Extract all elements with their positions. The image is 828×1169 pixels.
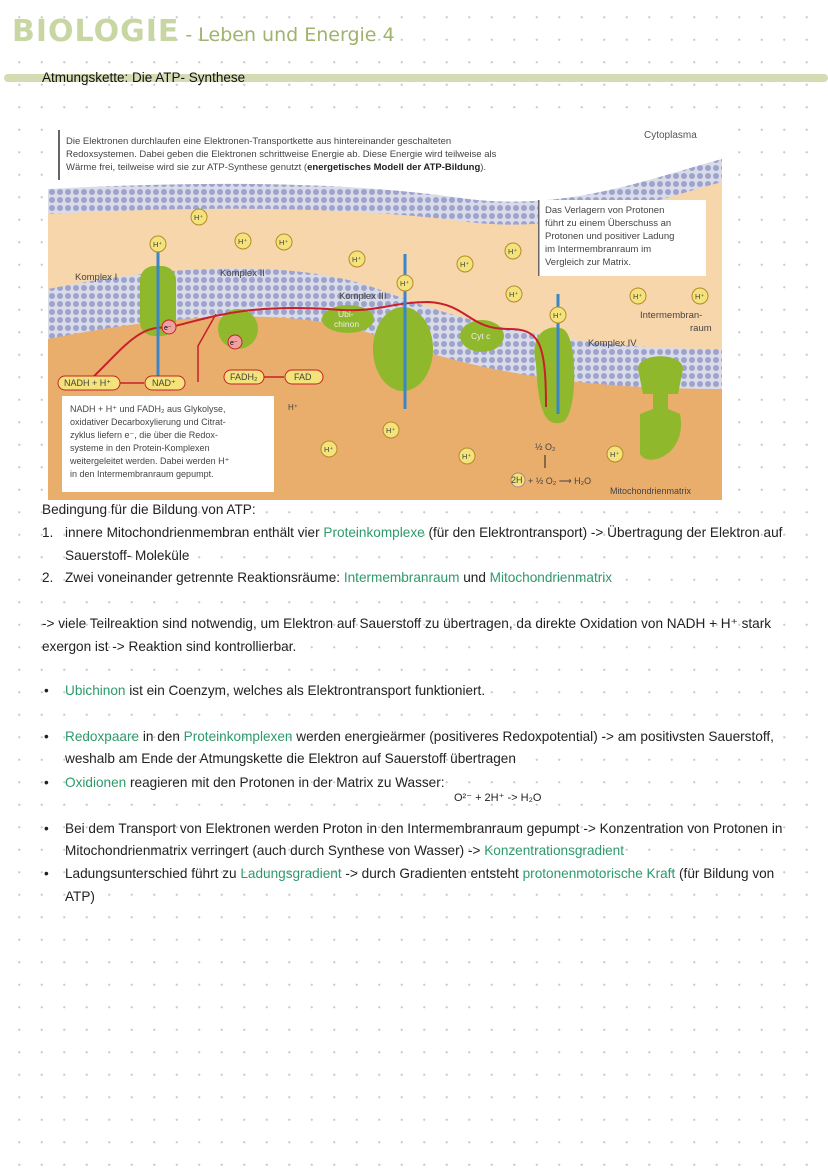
proton-label: H⁺ bbox=[352, 255, 362, 264]
text: und bbox=[459, 570, 490, 585]
note-line: systeme in den Protein-Komplexen bbox=[70, 443, 210, 453]
label-half-o2: ½ O₂ bbox=[535, 442, 556, 452]
list-number: 2. bbox=[42, 570, 54, 585]
text: Mitochondrienmatrix verringert (auch durch Synthese von Wasser) -> bbox=[65, 843, 485, 858]
electron-icon: e⁻ bbox=[230, 340, 238, 347]
highlight-term: Proteinkomplexen bbox=[183, 729, 293, 744]
highlight-term: Ladungsgradient bbox=[240, 866, 342, 881]
proton-label: H⁺ bbox=[324, 445, 334, 454]
intro-line-1: Die Elektronen durchlaufen eine Elektronen-Transportkette aus hintereinander geschalteten bbox=[66, 136, 452, 147]
callout-line: Das Verlagern von Protonen bbox=[545, 205, 665, 216]
label-cytoplasma: Cytoplasma bbox=[644, 130, 697, 141]
note-line: NADH + H⁺ und FADH₂ aus Glykolyse, bbox=[70, 404, 226, 414]
note-line: weitergeleitet werden. Dabei werden H⁺ bbox=[70, 456, 230, 466]
highlight-term: Konzentrationsgradient bbox=[484, 843, 624, 858]
callout-line: führt zu einem Überschuss an bbox=[545, 218, 672, 229]
note-line: in den Intermembranraum gepumpt. bbox=[70, 469, 214, 479]
label-komplex-2: Komplex II bbox=[220, 268, 265, 279]
bullet-transport: Bei dem Transport von Elektronen werden Proton in den Intermembranraum gepumpt -> Konzentration von Protonen in bbox=[65, 821, 783, 836]
electron-icon: e⁻ bbox=[164, 325, 172, 332]
label-fad: FAD bbox=[294, 372, 312, 382]
label-proton: H⁺ bbox=[288, 403, 298, 412]
bullet-transport-cont bbox=[65, 840, 624, 862]
proton-label: H⁺ bbox=[695, 292, 705, 301]
list-number: 1. bbox=[42, 525, 54, 540]
text: (für den Elektrontransport) -> Übertragung der Elektron auf bbox=[424, 525, 783, 540]
proton-label: H⁺ bbox=[509, 290, 519, 299]
proton-label: H⁺ bbox=[194, 213, 204, 222]
bullet-ladung bbox=[65, 863, 774, 885]
water-equation: O²⁻ + 2H⁺ -> H₂O bbox=[454, 792, 542, 804]
callout-line: im Intermembranraum im bbox=[545, 244, 652, 255]
proton-label: H⁺ bbox=[610, 450, 620, 459]
list-item-2 bbox=[65, 567, 612, 589]
label-komplex-1: Komplex I bbox=[75, 272, 118, 283]
highlight-term: Oxidionen bbox=[65, 775, 127, 790]
proton-label: H⁺ bbox=[238, 237, 248, 246]
text: -> durch Gradienten entsteht bbox=[341, 866, 523, 881]
bullet-ubichinon bbox=[65, 680, 485, 702]
highlight-term: protonenmotorische Kraft bbox=[522, 866, 676, 881]
highlight-term: Ubichinon bbox=[65, 683, 126, 698]
proton-label: H⁺ bbox=[153, 240, 163, 249]
komplex-3-protein bbox=[373, 307, 433, 391]
intro-bold: energetisches Modell der ATP-Bildung bbox=[307, 162, 481, 173]
highlight-term: Intermembranraum bbox=[343, 570, 460, 585]
callout-line: Protonen und positiver Ladung bbox=[545, 231, 675, 242]
list-item-1-cont: Sauerstoff- Moleküle bbox=[65, 548, 190, 563]
bullet: • bbox=[44, 775, 49, 790]
note-line: oxidativer Decarboxylierung und Citrat- bbox=[70, 417, 226, 427]
label-2h: 2H bbox=[511, 475, 523, 485]
bullet-ladung-cont: ATP) bbox=[65, 889, 95, 904]
proton-label: H⁺ bbox=[279, 238, 289, 247]
label-matrix: Mitochondrienmatrix bbox=[610, 486, 692, 496]
intro-line-2: Redoxsystemen. Dabei geben die Elektronen schrittweise Energie ab. Diese Energie wird teilweise als bbox=[66, 149, 497, 160]
label-ubichinon: Ubi- bbox=[338, 309, 354, 319]
svg-text:Wärme frei, teilweise wird sie bbox=[66, 162, 486, 173]
condition-title: Bedingung für die Bildung von ATP: bbox=[42, 502, 256, 517]
proton-label: H⁺ bbox=[386, 426, 396, 435]
page-title bbox=[12, 14, 395, 49]
text: Ladungsunterschied führt zu bbox=[65, 866, 241, 881]
text: in den bbox=[139, 729, 184, 744]
label-fadh2: FADH₂ bbox=[230, 372, 258, 382]
label-komplex-4: Komplex IV bbox=[588, 338, 637, 349]
label-cytc: Cyt c bbox=[471, 331, 491, 341]
text: innere Mitochondrienmembran enthält vier bbox=[65, 525, 324, 540]
bullet: • bbox=[44, 729, 49, 744]
label-nadh: NADH + H⁺ bbox=[64, 378, 112, 388]
subject-title: BIOLOGIE bbox=[12, 14, 180, 49]
highlight-term: Redoxpaare bbox=[65, 729, 140, 744]
list-item-1 bbox=[65, 522, 782, 544]
label-nad: NAD⁺ bbox=[152, 378, 176, 388]
label-water-reaction: + ½ O₂ ⟶ H₂O bbox=[528, 476, 592, 486]
section-heading: Atmungskette: Die ATP- Synthese bbox=[42, 70, 246, 85]
text: werden energieärmer (positiveres Redoxpotential) -> am positivsten Sauerstoff, bbox=[292, 729, 774, 744]
label-komplex-3: Komplex III bbox=[339, 291, 387, 302]
intro-line-3: Wärme frei, teilweise wird sie zur ATP-Synthese genutzt ( bbox=[66, 162, 308, 173]
proton-label: H⁺ bbox=[553, 311, 563, 320]
proton-label: H⁺ bbox=[400, 279, 410, 288]
proton-label: H⁺ bbox=[460, 260, 470, 269]
paragraph-line: -> viele Teilreaktion sind notwendig, um Elektron auf Sauerstoff zu übertragen, da direkte Oxidation von NADH + H⁺ stark bbox=[42, 616, 772, 631]
proton-label: H⁺ bbox=[462, 452, 472, 461]
highlight-term: Proteinkomplexe bbox=[323, 525, 425, 540]
bullet: • bbox=[44, 683, 49, 698]
bullet: • bbox=[44, 821, 49, 836]
proton-label: H⁺ bbox=[508, 247, 518, 256]
proton-label: H⁺ bbox=[633, 292, 643, 301]
bullet-oxidionen bbox=[65, 772, 445, 794]
text: (für Bildung von bbox=[675, 866, 775, 881]
text: reagieren mit den Protonen in der Matrix zu Wasser: bbox=[126, 775, 445, 790]
label-intermembran: Intermembran- bbox=[640, 310, 703, 321]
text: ist ein Coenzym, welches als Elektrontransport funktioniert. bbox=[125, 683, 486, 698]
label-ubichinon: chinon bbox=[334, 319, 360, 329]
atp-synthesis-diagram bbox=[48, 124, 722, 500]
bullet: • bbox=[44, 866, 49, 881]
topic-subtitle: - Leben und Energie 4 bbox=[185, 24, 395, 46]
note-line: zyklus liefern e⁻, die über die Redox- bbox=[70, 430, 218, 440]
text: Zwei voneinander getrennte Reaktionsräume: bbox=[65, 570, 344, 585]
intro-end: ). bbox=[480, 162, 487, 173]
bullet-redoxpaare-cont: weshalb am Ende der Atmungskette die Elektron auf Sauerstoff übertragen bbox=[65, 751, 516, 766]
paragraph-line: exergon ist -> Reaktion sind kontrollierbar. bbox=[42, 639, 297, 654]
callout-line: Vergleich zur Matrix. bbox=[545, 257, 632, 268]
highlight-term: Mitochondrienmatrix bbox=[489, 570, 613, 585]
label-intermembran: raum bbox=[690, 323, 712, 334]
bullet-redoxpaare bbox=[65, 726, 774, 748]
